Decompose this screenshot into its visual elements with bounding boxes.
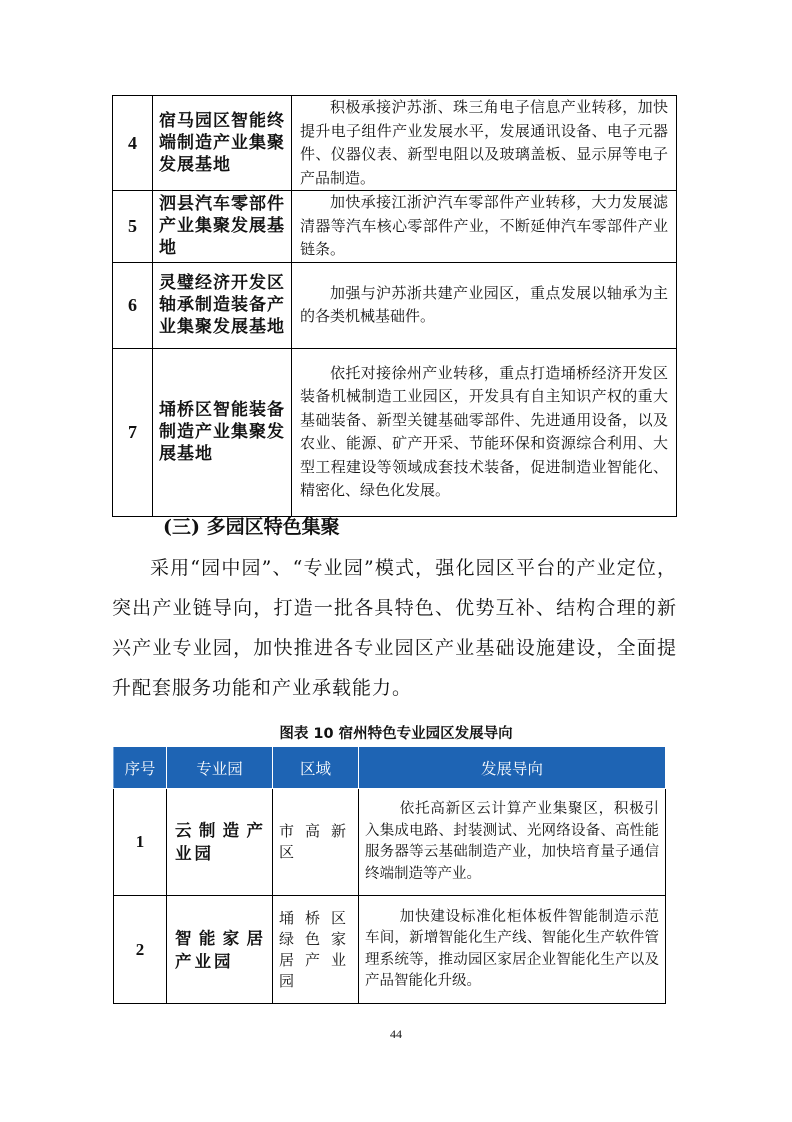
section-paragraph: 采用“园中园”、“专业园”模式，强化园区平台的产业定位，突出产业链导向，打造一批各具特色、优势互补、结构合理的新兴产业专业园，加快推进各专业园区产业基础设施建设，全面提升配套服务功能和产业承载能力。 bbox=[112, 557, 677, 699]
header-seq: 序号 bbox=[114, 747, 167, 789]
table-row bbox=[114, 896, 666, 1004]
row-number: 2 bbox=[114, 896, 167, 1004]
base-description: 加快承接江浙沪汽车零部件产业转移，大力发展滤清器等汽车核心零部件产业，不断延伸汽车零部件产业链条。 bbox=[292, 191, 677, 263]
base-description: 依托对接徐州产业转移，重点打造埇桥经济开发区装备机械制造工业园区，开发具有自主知识产权的重大基础装备、新型关键基础零部件、先进通用设备，以及农业、能源、矿产开采、节能环保和资源综合利用、大型工程建设等领域成套技术装备，促进制造业智能化、精密化、绿色化发展。 bbox=[292, 348, 677, 516]
row-number: 7 bbox=[113, 348, 153, 516]
base-name: 泗县汽车零部件产业集聚发展基地 bbox=[153, 191, 292, 263]
park-area: 市高新区 bbox=[273, 789, 359, 896]
row-number: 6 bbox=[113, 262, 153, 348]
table-row bbox=[113, 262, 677, 348]
table-header-row bbox=[114, 747, 666, 789]
section-heading: (三) 多园区特色集聚 bbox=[163, 516, 340, 538]
park-direction: 加快建设标准化柜体板件智能制造示范车间，新增智能化生产线、智能化生产软件管理系统等，推动园区家居企业智能化生产以及产品智能化升级。 bbox=[359, 896, 666, 1004]
header-area: 区域 bbox=[273, 747, 359, 789]
industry-bases-table bbox=[112, 95, 677, 517]
base-description: 积极承接沪苏浙、珠三角电子信息产业转移，加快提升电子组件产业发展水平，发展通讯设备、电子元器件、仪器仪表、新型电阻以及玻璃盖板、显示屏等电子产品制造。 bbox=[292, 96, 677, 191]
header-direction: 发展导向 bbox=[359, 747, 666, 789]
base-name: 宿马园区智能终端制造产业集聚发展基地 bbox=[153, 96, 292, 191]
table-row bbox=[113, 348, 677, 516]
page-number: 44 bbox=[390, 1027, 402, 1041]
park-name: 云制造产业园 bbox=[167, 789, 273, 896]
row-number: 4 bbox=[113, 96, 153, 191]
row-number: 1 bbox=[114, 789, 167, 896]
special-parks-table bbox=[113, 746, 666, 1004]
park-area: 埇桥区绿色家居产业园 bbox=[273, 896, 359, 1004]
park-name: 智能家居产业园 bbox=[167, 896, 273, 1004]
header-park: 专业园 bbox=[167, 747, 273, 789]
table-row bbox=[113, 191, 677, 263]
table-caption: 图表 10 宿州特色专业园区发展导向 bbox=[279, 726, 513, 742]
row-number: 5 bbox=[113, 191, 153, 263]
park-direction: 依托高新区云计算产业集聚区，积极引入集成电路、封装测试、光网络设备、高性能服务器等云基础制造产业，加快培育量子通信终端制造等产业。 bbox=[359, 789, 666, 896]
base-name: 灵璧经济开发区轴承制造装备产业集聚发展基地 bbox=[153, 262, 292, 348]
base-description: 加强与沪苏浙共建产业园区，重点发展以轴承为主的各类机械基础件。 bbox=[292, 262, 677, 348]
table-row bbox=[113, 96, 677, 191]
table-row bbox=[114, 789, 666, 896]
base-name: 埇桥区智能装备制造产业集聚发展基地 bbox=[153, 348, 292, 516]
